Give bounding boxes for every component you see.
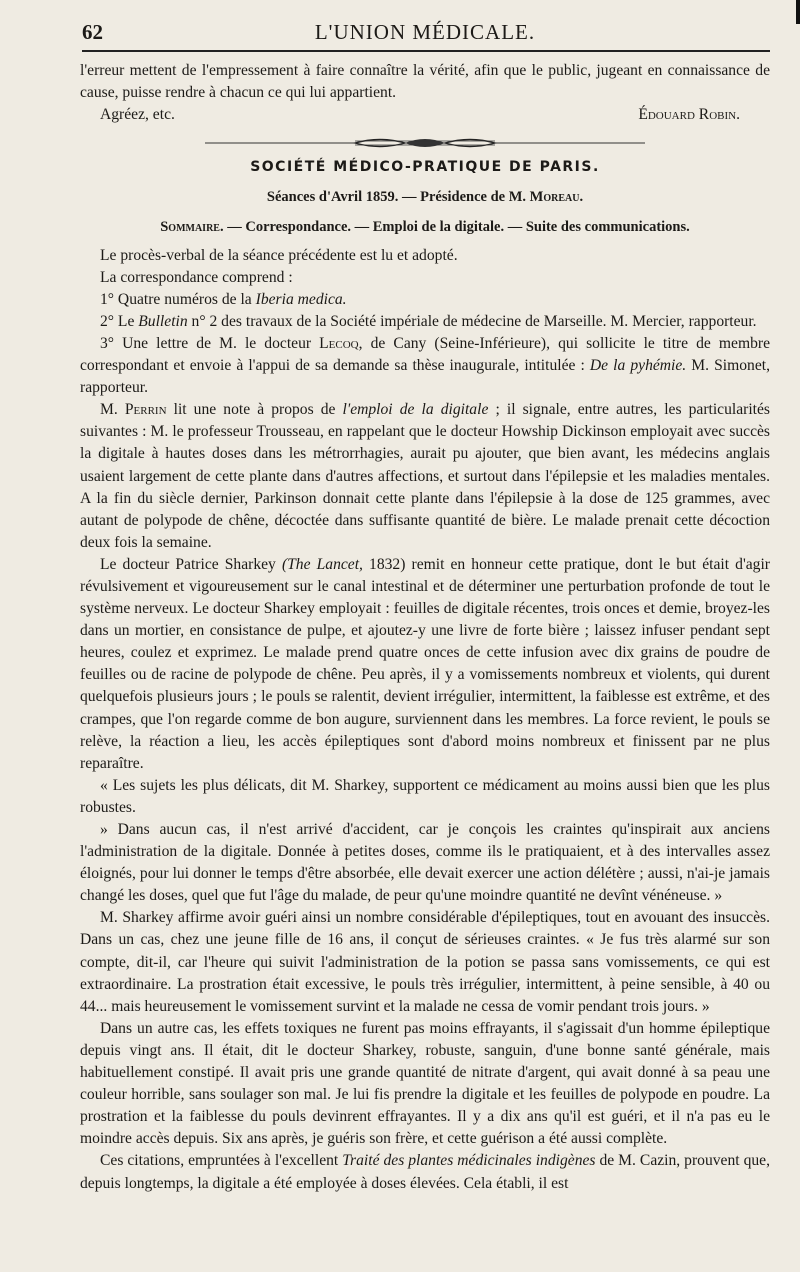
citations-work: Traité des plantes médicinales indigènes	[342, 1152, 596, 1170]
item-3-title: De la pyhémie.	[589, 357, 687, 375]
paragraph-sharkey	[80, 554, 770, 775]
summary-label: Sommaire.	[160, 219, 224, 236]
article-body	[80, 60, 770, 1195]
paragraph-quote-1: « Les sujets les plus délicats, dit M. Sharkey, supportent ce médicament au moins aussi bien que les plus robustes.	[80, 776, 770, 816]
signature: Édouard Robin.	[638, 106, 740, 124]
header-rule	[82, 50, 770, 52]
summary-line	[80, 216, 770, 238]
section-title: SOCIÉTÉ MÉDICO-PRATIQUE DE PARIS.	[250, 159, 600, 176]
paragraph-proces-verbal: Le procès-verbal de la séance précédente est lu et adopté.	[100, 246, 458, 264]
session-line: Séances d'Avril 1859. — Présidence de M. Moreau.	[266, 189, 584, 206]
item-3-rest: , de Cany (Seine-Inférieure), qui sollicite le titre de membre correspondant et envoie à l'appui de sa demande sa thèse inaugurale, intitulée :	[80, 334, 771, 375]
ornamental-divider	[80, 136, 770, 150]
item-2-text: 2° Le	[100, 312, 139, 330]
perrin-topic: l'emploi de la digitale	[342, 401, 489, 419]
paragraph-quote-2: » Dans aucun cas, il n'est arrivé d'accident, car je conçois les craintes qu'inspirait aux anciens l'administration de la digitale. Donnée à petites doses, comme ils le pratiquaient, et à des intervalles assez éloignés, pour lui donner le temps d'être absorbée, elle devait exercer une action délétère ; aussi, n'ai-je jamais changé les doses, quel que fut l'âge du malade, de peur qu'une moindre quantité ne devînt vénéneuse. »	[80, 821, 770, 905]
paragraph-perrin	[80, 399, 770, 554]
item-3-end: M. Simonet, rapporteur.	[80, 357, 770, 397]
session-president: Moreau	[529, 189, 580, 206]
perrin-name: Perrin	[124, 401, 167, 419]
perrin-prefix: M.	[100, 401, 125, 419]
item-1-title: Iberia medica.	[255, 290, 347, 308]
sharkey-rest: 1832) remit en honneur cette pratique, dont le but était d'agir révulsivement et vigoureusement sur le canal intestinal et de déterminer une perturbation profonde de tout le système nerveux. Le docteur Sharkey employait : feuilles de digitale récentes, trois onces et demie, broyez-les dans un mortier, en consistance de pulpe, et ajoutez-y une livre de forte bière ; laissez infuser pendant sept heures, coulez et exprimez. Le malade prend quatre onces de cette infusion avec dix grains de poudre de feuilles ou de racine de polypode de chêne. Peu après, il y a vomissements nombreux et violents, qui durent quelquefois plusieurs jours ; le pouls se ralentit, devient irrégulier, intermittent, la faiblesse est extrême, et des crampes, que l'on regarde comme de bon augure, surviennent dans les membres. La force revient, le pouls se relève, la réaction a lieu, les accès épileptiques sont d'abord moins nombreux et finissent par ne plus reparaître.	[80, 555, 770, 772]
perrin-text: lit une note à propos de	[166, 401, 343, 419]
item-1-text: 1° Quatre numéros de la	[100, 290, 256, 308]
paragraph-autre-cas: Dans un autre cas, les effets toxiques ne furent pas moins effrayants, il s'agissait d'un homme épileptique depuis vingt ans. Il était, dit le docteur Sharkey, robuste, sanguin, d'une bonne santé générale, mais habituellement constipé. Il avait pris une grande quantité de nitrate d'argent, qui avait donné à sa peau une couleur horrible, sans soulager son mal. Je lui fis prendre la digitale et les feuilles de polypode en poudre. La prostration et la faiblesse du pouls devinrent effrayantes. Il y a dix ans qu'il est guéri, et il n'a pas eu le moindre accès depuis. Six ans après, je guéris son frère, et cette guérison a été aussi complète.	[80, 1019, 770, 1148]
page-edge-mark	[796, 0, 800, 24]
sharkey-source: (The Lancet,	[281, 555, 363, 573]
item-2-title: Bulletin	[138, 312, 188, 330]
item-2-rest: n° 2 des travaux de la Société impériale de médecine de Marseille. M. Mercier, rapporteur.	[187, 312, 757, 330]
session-prefix: Séances d'Avril 1859. — Présidence de M.	[266, 189, 527, 206]
running-head	[80, 14, 770, 44]
citations-prefix: Ces citations, empruntées à l'excellent	[100, 1152, 343, 1170]
correspondance-item-3	[80, 333, 770, 399]
paragraph-citations	[80, 1150, 770, 1194]
paragraph-correspondance: La correspondance comprend :	[100, 268, 293, 286]
ornament-flourish-icon	[205, 136, 645, 150]
correspondance-item-1	[80, 289, 770, 311]
sharkey-prefix: Le docteur Patrice Sharkey	[100, 555, 282, 573]
citations-rest: de M. Cazin, prouvent que, depuis longtemps, la digitale a été employée à doses élevées. Cela établi, il est	[80, 1152, 770, 1192]
closing-line	[80, 104, 770, 126]
summary-text: — Correspondance. — Emploi de la digitale. — Suite des communications.	[227, 219, 690, 236]
correspondance-item-2	[80, 311, 770, 333]
continued-paragraph: l'erreur mettent de l'empressement à faire connaître la vérité, afin que le public, jugeant en connaissance de cause, puisse rendre à chacun ce qui lui appartient.	[80, 62, 770, 102]
journal-title: L'UNION MÉDICALE.	[314, 20, 536, 44]
item-3-text: 3° Une lettre de M. le docteur	[100, 334, 320, 352]
salutation: Agréez, etc.	[100, 106, 175, 124]
perrin-rest: ; il signale, entre autres, les particularités suivantes : M. le professeur Trousseau, en rappelant que le docteur Howship Dickinson employait avec succès la digitale à hautes doses dans les métrorrhagies, aurait pu ajouter, que bien avant, les médecins anglais usaient largement de cette plante dans d'autres affections, et surtout dans l'épilepsie et les maladies mentales. A la fin du siècle dernier, Parkinson donnait cette plante dans l'épilepsie à la dose de 125 grammes, avec autant de polypode de chêne, décoctée dans suffisante quantité de bière. Le malade prenait cette décoction deux fois la semaine.	[80, 401, 770, 551]
page-number: 62	[82, 20, 103, 44]
paragraph-cure: M. Sharkey affirme avoir guéri ainsi un nombre considérable d'épileptiques, tout en avouant des insuccès. Dans un cas, chez une jeune fille de 16 ans, il conçut de sérieuses craintes. « Je fus très alarmé sur son compte, dit-il, car l'heure qui suivit l'administration de la potion se passa sans vomissements, ce qui est extraordinaire. La prostration était excessive, le pouls très irrégulier, intermittent, à peine sensible, à 40 ou 44... mais heureusement le vomissement survint et la malade ne cessa de vomir pendant trois jours. »	[80, 909, 770, 1015]
item-3-name: Lecoq	[319, 334, 359, 352]
